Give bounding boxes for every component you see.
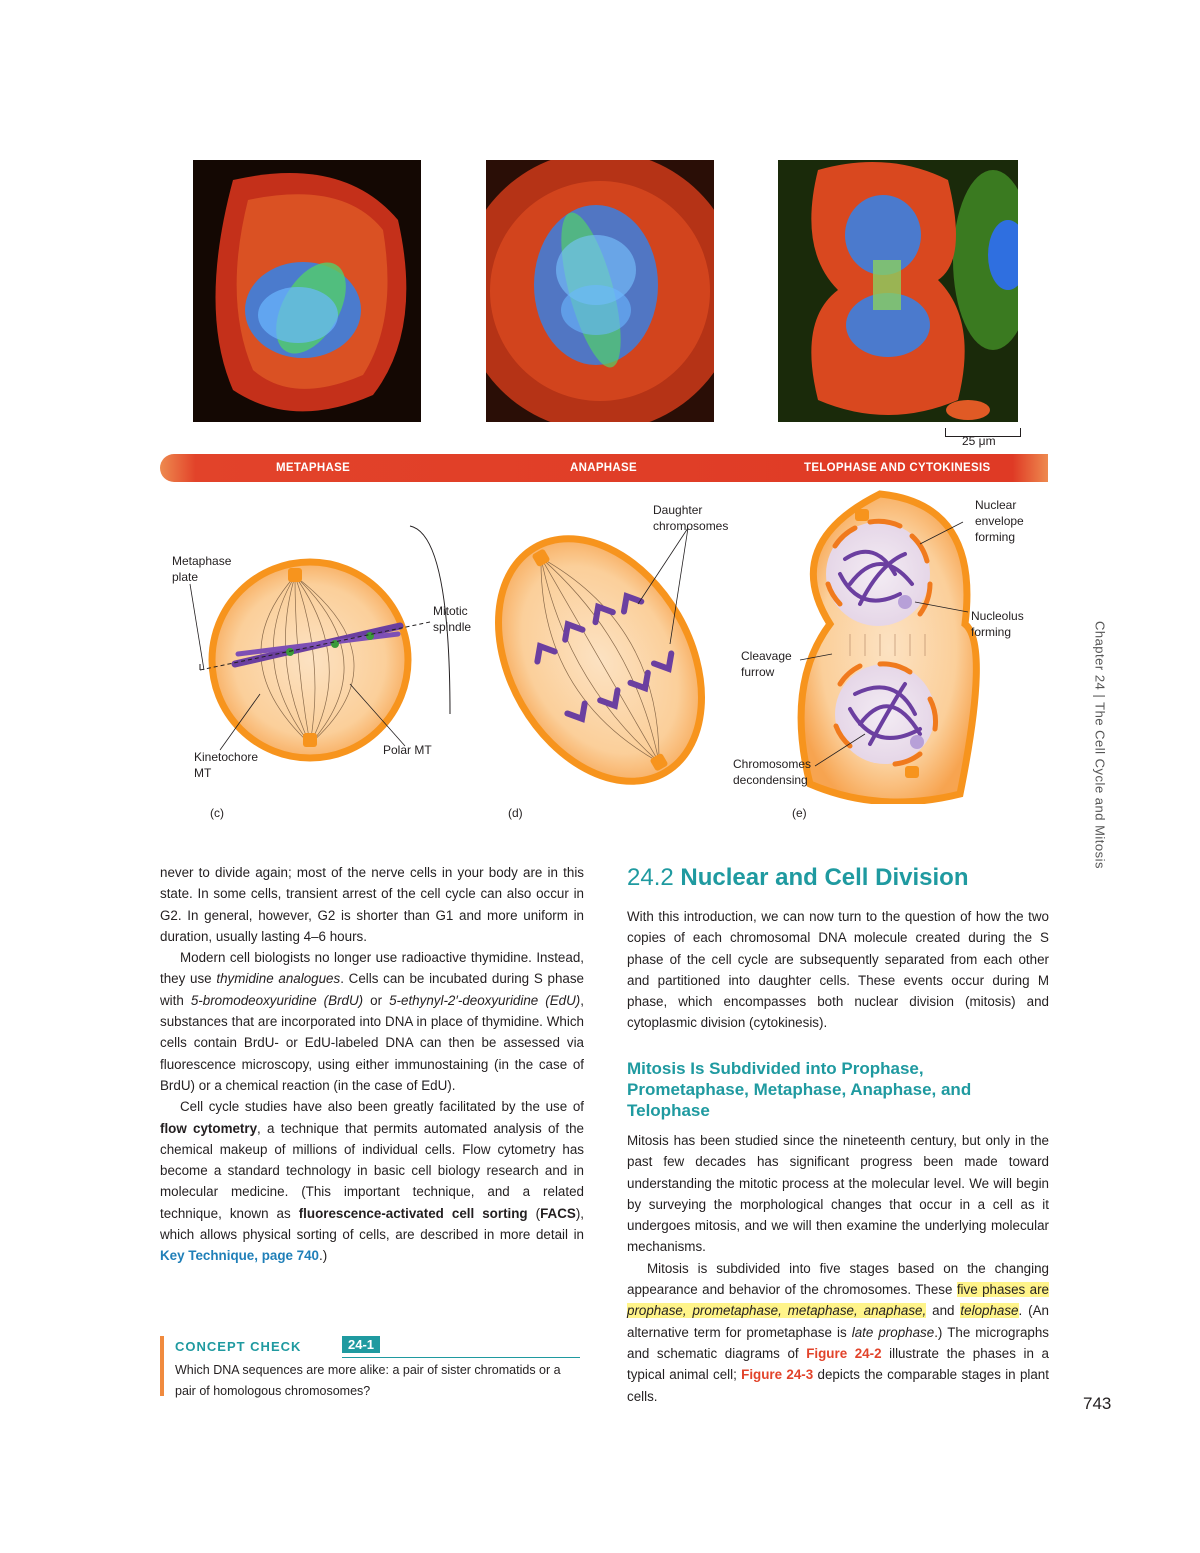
chapter-running-head: Chapter 24 | The Cell Cycle and Mitosis: [1092, 620, 1108, 870]
left-paragraph-3: Cell cycle studies have also been greatly facilitated by the use of flow cytometry, a technique that permits automated analysis of the chemical makeup of millions of individual cells. Flow cytometry has become a standard technology in basic cell biology research and in molecular medicine. (This important technique, and a related technique, known as fluorescence-activated cell sorting (FACS), which allows physical sorting of cells, are described in more detail in Key Technique, page 740.): [160, 1099, 585, 1264]
phase-label-telophase: TELOPHASE AND CYTOKINESIS: [804, 462, 991, 474]
key-technique-link[interactable]: Key Technique, page 740: [160, 1248, 320, 1264]
phase-label-metaphase: METAPHASE: [276, 462, 351, 474]
label-kinetochore-mt: Kinetochore MT: [194, 750, 259, 780]
panel-label-d: (d): [508, 806, 523, 820]
right-paragraph-1: With this introduction, we can now turn to the question of how the two copies of each chromosomal DNA molecule created during the S phase of the cell cycle are subsequently separated from each other and partitioned into daughter cells. These events occur during M phase, which encompasses both nuclear division (mitosis) and cytoplasmic division (cytokinesis).: [627, 909, 1049, 1031]
telophase-cells: [800, 494, 976, 802]
concept-check-title: CONCEPT CHECK: [175, 1339, 302, 1354]
anaphase-cell: [457, 502, 743, 804]
scale-bar-label: 25 μm: [962, 434, 996, 448]
concept-check-question: Which DNA sequences are more alike: a pair of sister chromatids or a pair of homologous chromosomes?: [175, 1363, 561, 1398]
left-paragraph-2: Modern cell biologists no longer use radioactive thymidine. Instead, they use thymidine analogues. Cells can be incubated during S phase with 5-bromodeoxyuridine (BrdU) or 5-ethynyl-2′-deoxyuridine (EdU), substances that are incorporated into DNA in place of thymidine. Which cells contain BrdU- or EdU-labeled DNA can then be assessed via fluorescence microscopy, using either immunostaining (in the case of BrdU) or a chemical reaction (in the case of EdU).: [160, 950, 584, 1093]
figure-24-2-link[interactable]: Figure 24-2: [806, 1345, 882, 1361]
micrograph-anaphase: [486, 160, 714, 422]
label-cleavage-furrow: Cleavage furrow: [741, 649, 792, 679]
label-mitotic-spindle: Mitotic spindle: [433, 604, 472, 634]
panel-label-e: (e): [792, 806, 807, 820]
subsection-heading: Mitosis Is Subdivided into Prophase, Prometaphase, Metaphase, Anaphase, and Telophase: [627, 1059, 972, 1120]
label-metaphase-plate: Metaphase plate: [172, 554, 232, 584]
page-number: 743: [1083, 1394, 1112, 1413]
concept-check-badge: 24-1: [342, 1336, 380, 1353]
figure-24-3-link[interactable]: Figure 24-3: [741, 1367, 814, 1383]
label-daughter-chromosomes: Daughter chromosomes: [653, 503, 729, 533]
panel-label-c: (c): [210, 806, 224, 820]
label-polar-mt: Polar MT: [383, 743, 432, 757]
right-paragraph-3: Mitosis is subdivided into five stages based on the changing appearance and behavior of the chromosomes. These five phases are prophase, prometaphase, metaphase, anaphase, and telophase. (An alternative term for prometaphase is late prophase.) The micrographs and schematic diagrams of Figure 24-2 illustrate the phases in a typical animal cell; Figure 24-3 depicts the comparable stages in plant cells.: [627, 1260, 1050, 1404]
label-nucleolus: Nucleolus forming: [971, 609, 1024, 639]
left-paragraph-1: never to divide again; most of the nerve cells in your body are in this state. In some cells, transient arrest of the cell cycle can also occur in G2. In general, however, G2 is shorter than G1 and more uniform in duration, usually lasting 4–6 hours.: [160, 865, 584, 944]
right-column-body: [627, 1130, 1049, 1407]
label-nuclear-envelope: Nuclear envelope forming: [975, 498, 1024, 544]
micrograph-telophase: [778, 160, 1018, 422]
phase-label-anaphase: ANAPHASE: [570, 462, 637, 474]
section-heading: 24.2 Nuclear and Cell Division: [627, 864, 969, 891]
left-column: [160, 862, 584, 1267]
concept-check-rule: [342, 1357, 580, 1358]
label-chromosomes-decondensing: Chromosomes decondensing: [733, 757, 812, 787]
micrograph-metaphase: [193, 160, 421, 422]
schematic-diagrams: [160, 484, 1060, 804]
right-paragraph-2: Mitosis has been studied since the nineteenth century, but only in the past few decades has significant progress been made toward understanding the mitotic process at the molecular level. We will begin by surveying the morphological changes that occur in a cell as it undergoes mitosis, and we will then examine the underlying molecular mechanisms.: [627, 1133, 1049, 1255]
